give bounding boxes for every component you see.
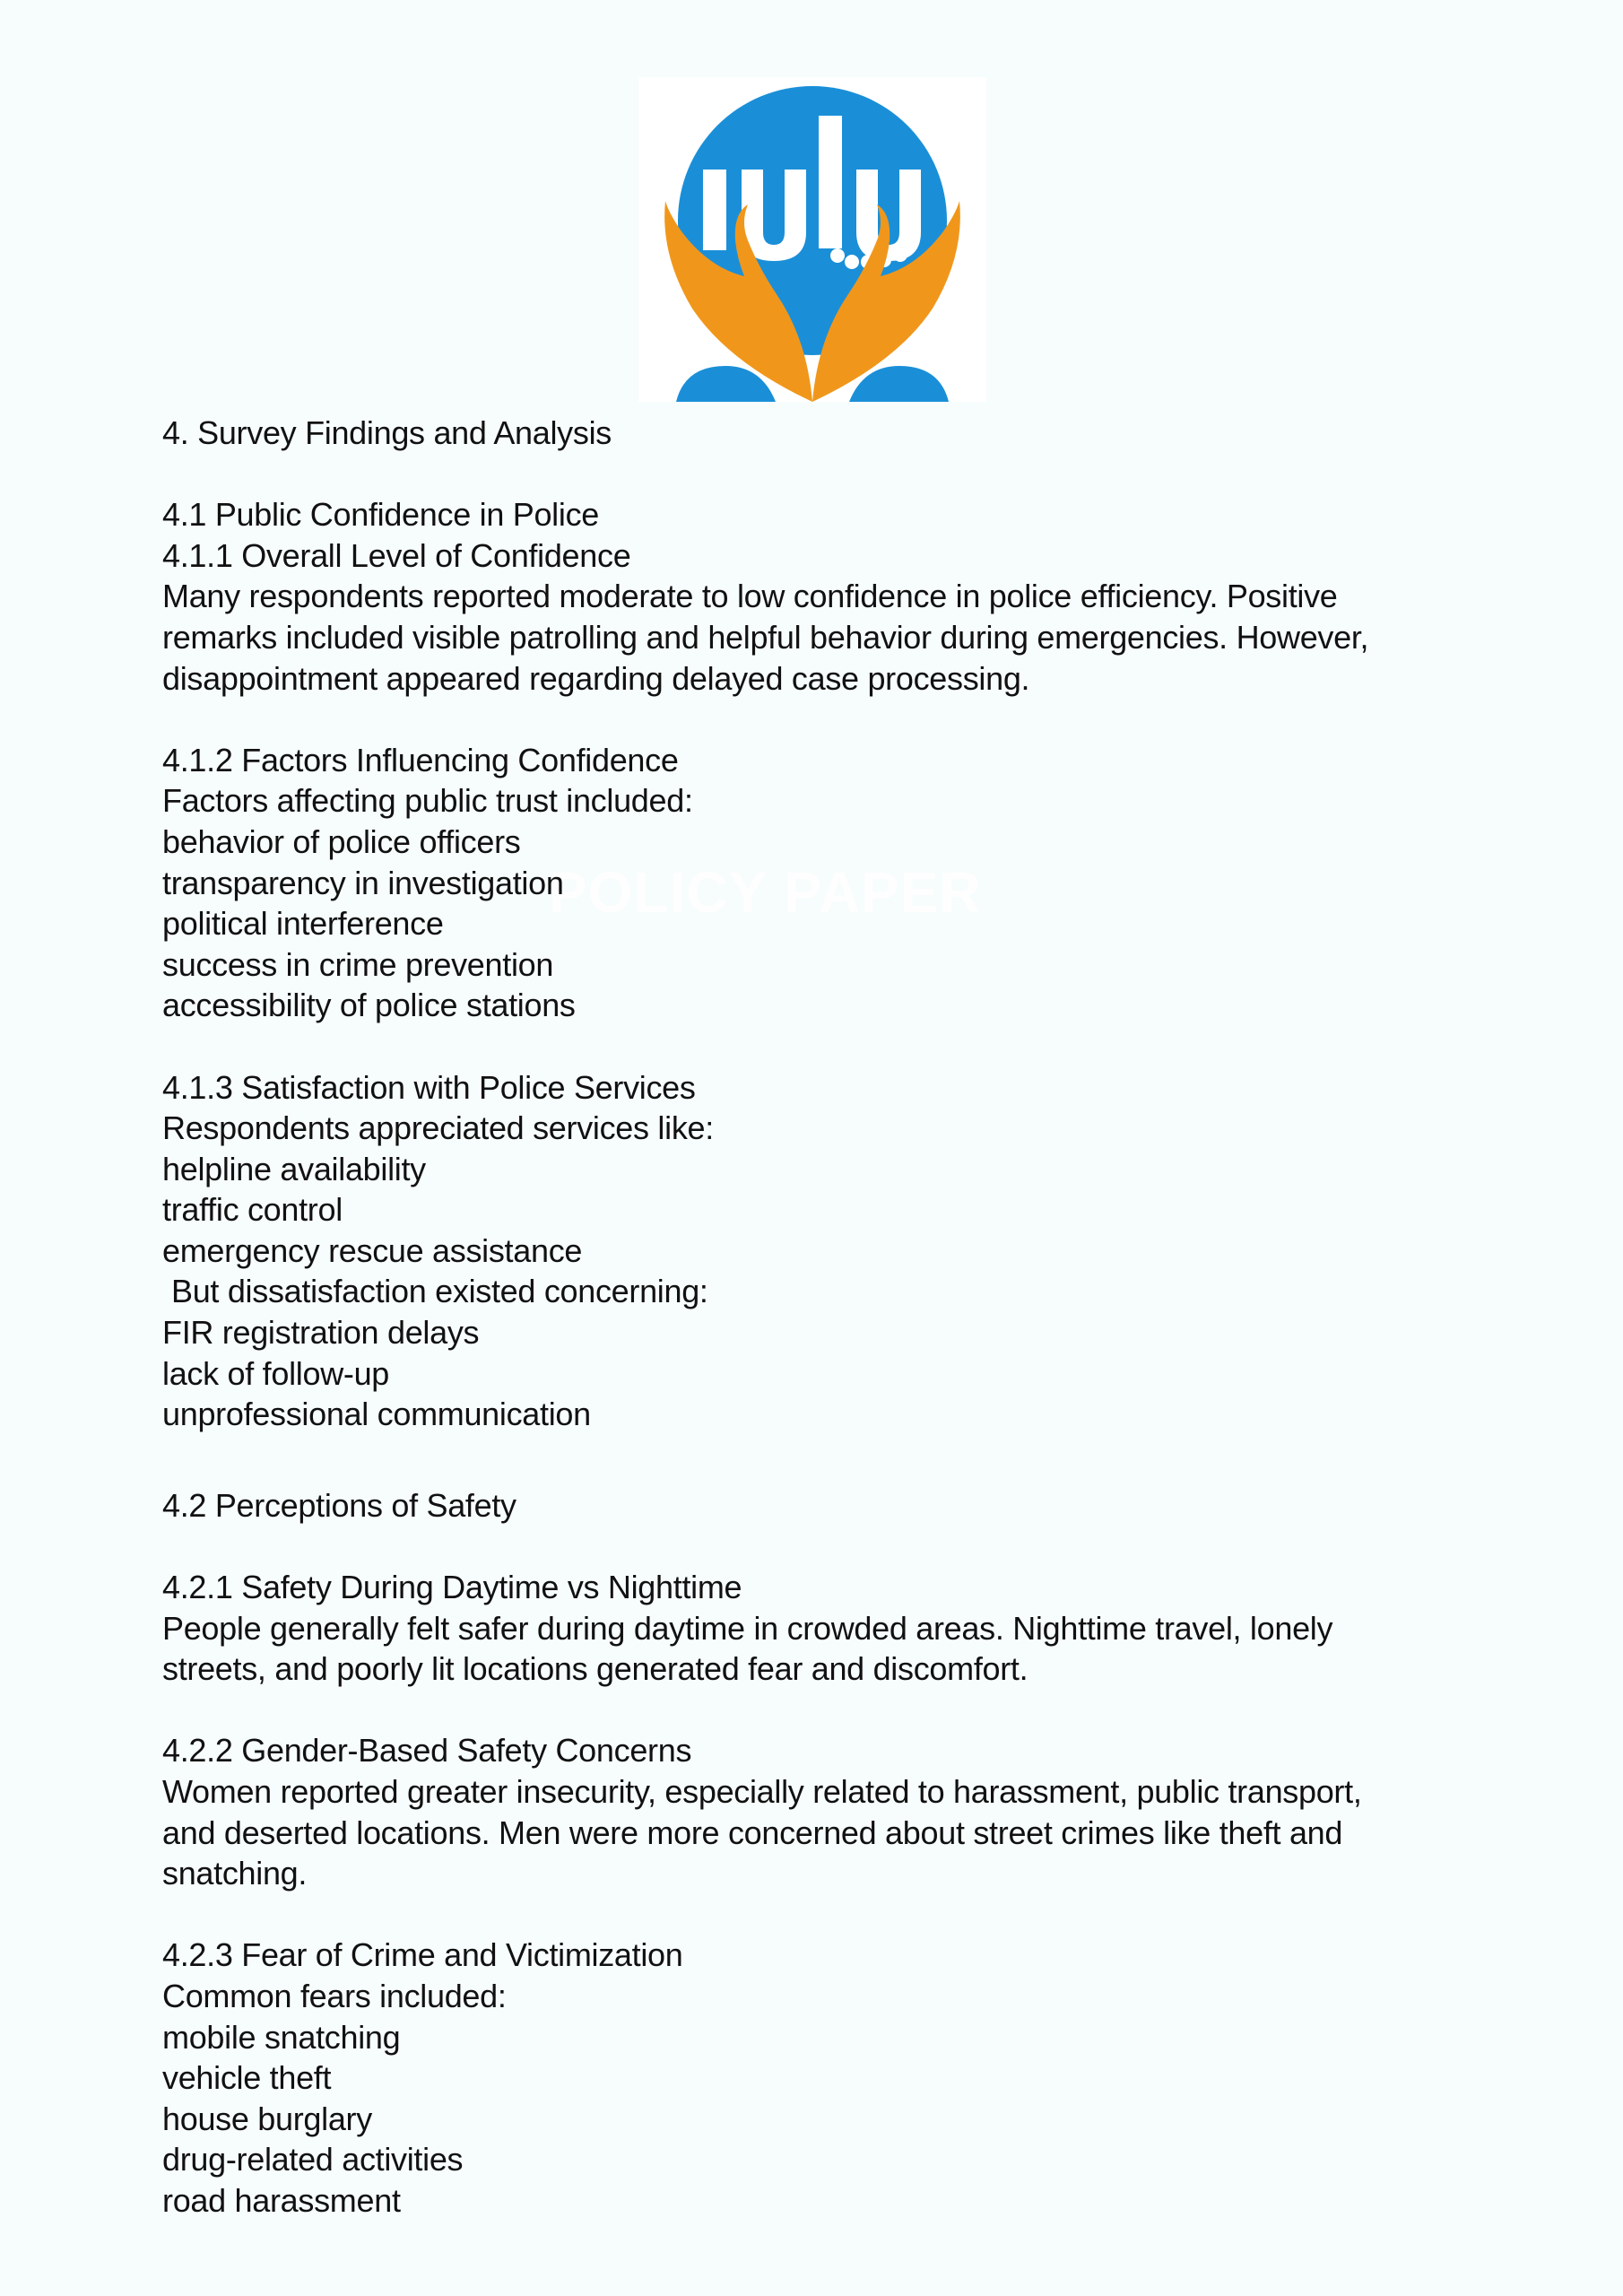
organization-logo: [638, 77, 986, 402]
logo-graphic: [638, 77, 986, 402]
list-item: road harassment: [162, 2181, 401, 2219]
watermark: POLICY PAPER: [549, 860, 982, 925]
paragraph-line: and deserted locations. Men were more concerned about street crimes like theft and: [162, 1813, 1343, 1851]
section-heading: 4. Survey Findings and Analysis: [162, 414, 612, 451]
subsection-heading: 4.1.2 Factors Influencing Confidence: [162, 741, 679, 778]
subsection-heading: 4.2.3 Fear of Crime and Victimization: [162, 1936, 683, 1974]
document-body: [162, 413, 1489, 2222]
list-intro: Common fears included:: [162, 1977, 507, 2014]
list-item: political interference: [162, 905, 444, 943]
paragraph-line: remarks included visible patrolling and helpful behavior during emergencies. However,: [162, 618, 1369, 656]
paragraph-line: disappointment appeared regarding delayed case processing.: [162, 659, 1030, 697]
list-item: drug-related activities: [162, 2141, 464, 2179]
subsection-heading: 4.1.3 Satisfaction with Police Services: [162, 1068, 696, 1106]
paragraph-line: streets, and poorly lit locations generated fear and discomfort.: [162, 1650, 1028, 1688]
list-item: lack of follow-up: [162, 1354, 390, 1392]
logo-base: [676, 366, 949, 402]
section-heading: 4.2 Perceptions of Safety: [162, 1486, 516, 1524]
subsection-heading: 4.2.2 Gender-Based Safety Concerns: [162, 1732, 692, 1770]
list-item: FIR registration delays: [162, 1314, 480, 1352]
list-intro: Factors affecting public trust included:: [162, 782, 693, 820]
list-item: traffic control: [162, 1191, 343, 1229]
paragraph-line: People generally felt safer during daytime in crowded areas. Nighttime travel, lonely: [162, 1609, 1333, 1647]
list-item: behavior of police officers: [162, 822, 521, 860]
paragraph-line: snatching.: [162, 1855, 308, 1892]
list-item: helpline availability: [162, 1150, 426, 1187]
list-item: mobile snatching: [162, 2018, 401, 2056]
paragraph-line: Many respondents reported moderate to low confidence in police efficiency. Positive: [162, 578, 1338, 615]
section-heading: 4.1 Public Confidence in Police: [162, 496, 600, 534]
list-item: success in crime prevention: [162, 945, 554, 983]
list-item: house burglary: [162, 2100, 372, 2137]
list-item: vehicle theft: [162, 2059, 332, 2097]
list-intro: Respondents appreciated services like:: [162, 1109, 714, 1147]
paragraph-line: Women reported greater insecurity, especially related to harassment, public transport,: [162, 1773, 1362, 1810]
list-item: unprofessional communication: [162, 1396, 591, 1433]
subsection-heading: 4.2.1 Safety During Daytime vs Nighttime: [162, 1569, 742, 1606]
list-item: transparency in investigation: [162, 864, 564, 901]
list-item: emergency rescue assistance: [162, 1231, 583, 1269]
subsection-heading: 4.1.1 Overall Level of Confidence: [162, 536, 631, 574]
list-item: accessibility of police stations: [162, 987, 576, 1024]
list-intro: But dissatisfaction existed concerning:: [171, 1273, 708, 1310]
